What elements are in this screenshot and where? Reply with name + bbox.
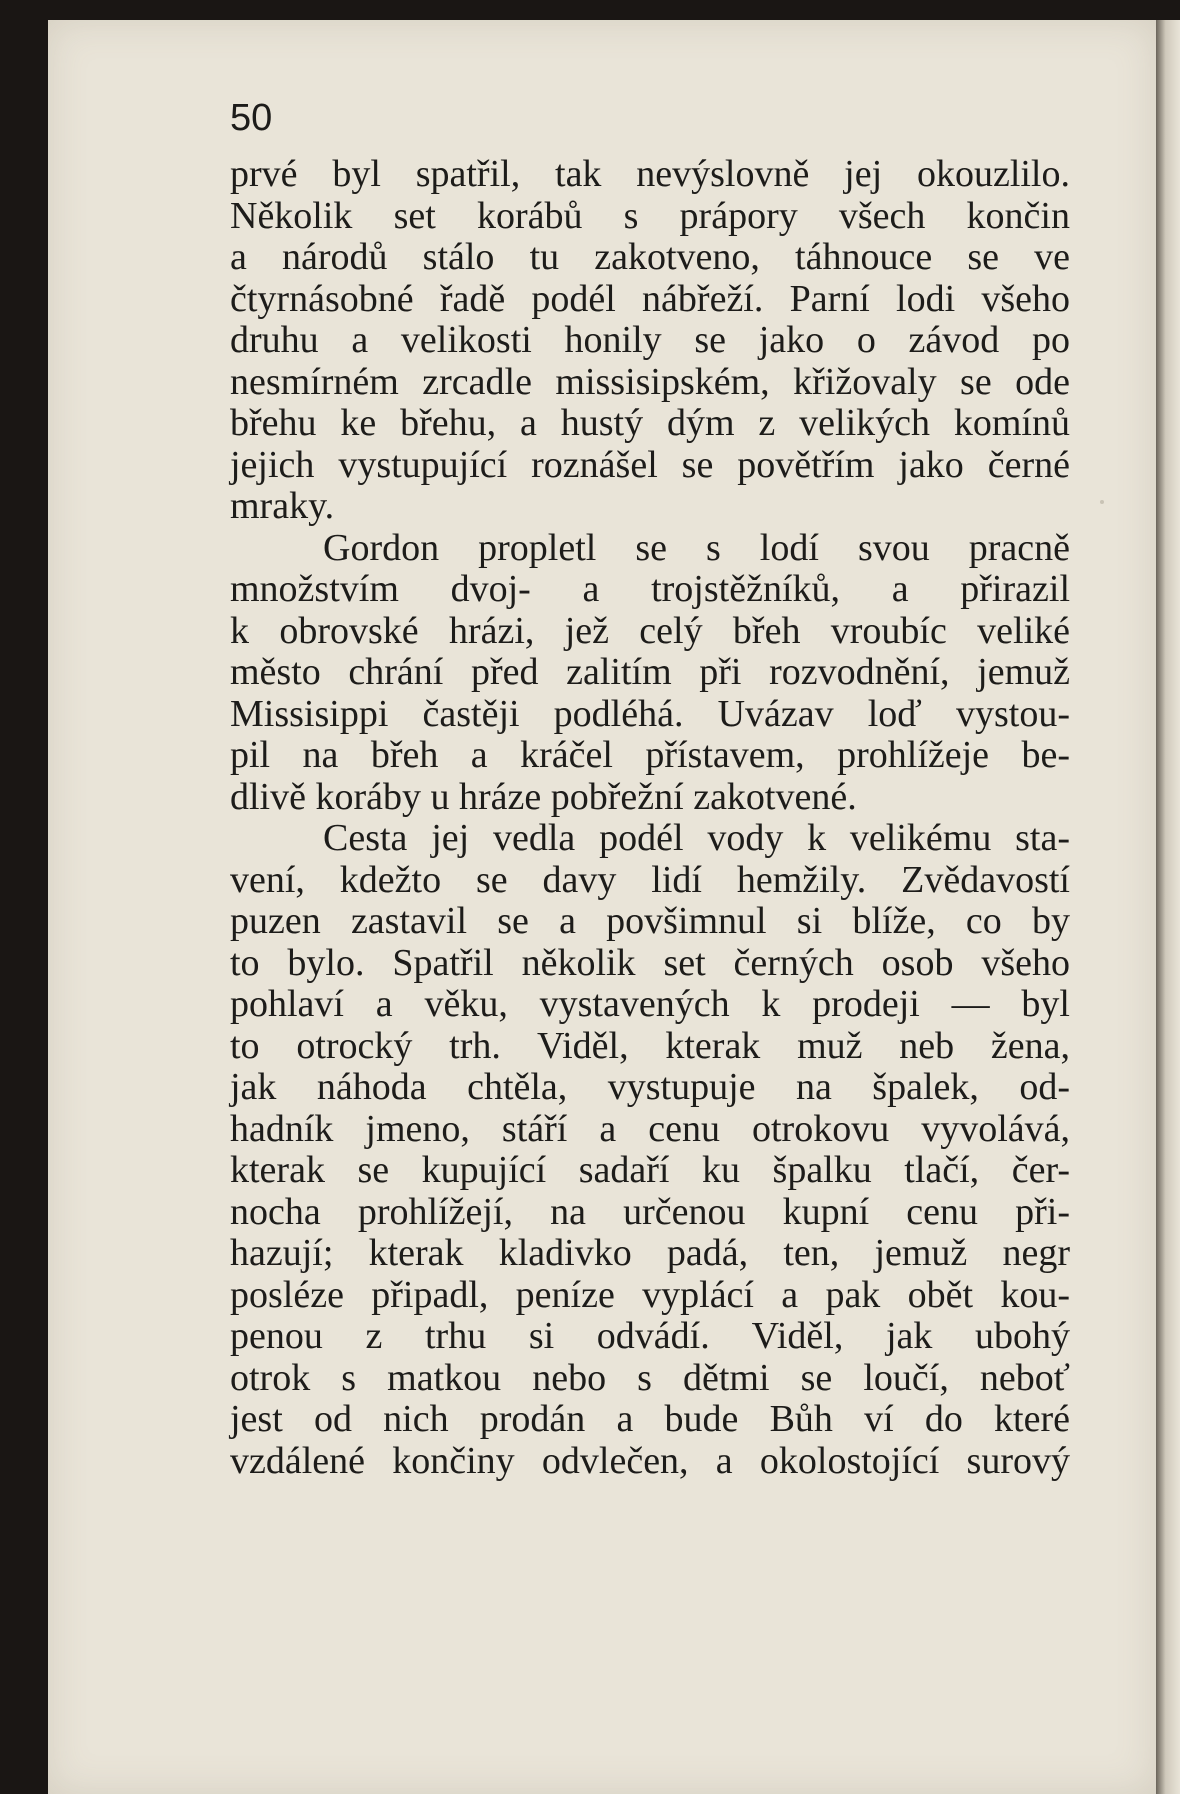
text-line: město chrání před zalitím při rozvodnění, jemuž bbox=[230, 651, 1070, 693]
text-line: hazují; kterak kladivko padá, ten, jemuž negr bbox=[230, 1232, 1070, 1274]
text-line: nocha prohlížejí, na určenou kupní cenu při- bbox=[230, 1190, 1070, 1233]
text-block bbox=[230, 96, 1070, 1482]
paragraph-first-line: Gordon propletl se s lodí svou pracně bbox=[323, 526, 1070, 569]
text-line: to otrocký trh. Viděl, kterak muž neb žena, bbox=[230, 1024, 1070, 1067]
text-line: vzdálené končiny odvlečen, a okolostojící surový bbox=[230, 1439, 1070, 1482]
text-line: posléze připadl, peníze vyplácí a pak obět kou- bbox=[230, 1273, 1070, 1316]
text-line: pohlaví a věku, vystavených k prodeji — byl bbox=[230, 983, 1070, 1025]
text-line: a národů stálo tu zakotveno, táhnouce se ve bbox=[230, 236, 1070, 278]
text-line: jejich vystupující roznášel se povětřím jako černé bbox=[230, 443, 1070, 486]
text-line: Missisippi častěji podléhá. Uvázav loď vystou- bbox=[230, 692, 1070, 735]
page-edge bbox=[1156, 20, 1180, 1794]
paper-speck bbox=[1100, 500, 1104, 504]
text-line: hadník jmeno, stáří a cenu otrokovu vyvolává, bbox=[230, 1107, 1070, 1150]
text-line: druhu a velikosti honily se jako o závod po bbox=[230, 319, 1070, 361]
text-line: čtyrnásobné řadě podél nábřeží. Parní lodi všeho bbox=[230, 277, 1070, 320]
text-line: prvé byl spatřil, tak nevýslovně jej okouzlilo. bbox=[230, 153, 1070, 195]
text-line: jest od nich prodán a bude Bůh ví do které bbox=[230, 1398, 1070, 1440]
paragraph-first-line: Cesta jej vedla podél vody k velikému sta- bbox=[323, 817, 1070, 859]
text-line: břehu ke břehu, a hustý dým z velikých komínů bbox=[230, 402, 1070, 444]
text-line: množstvím dvoj- a trojstěžníků, a přirazil bbox=[230, 568, 1070, 610]
text-line: pil na břeh a kráčel přístavem, prohlížeje be- bbox=[230, 734, 1070, 776]
text-line: vení, kdežto se davy lidí hemžily. Zvědavostí bbox=[230, 858, 1070, 901]
text-line: jak náhoda chtěla, vystupuje na špalek, od- bbox=[230, 1066, 1070, 1108]
text-line: kterak se kupující sadaří ku špalku tlačí, čer- bbox=[230, 1149, 1070, 1191]
text-line: puzen zastavil se a povšimnul si blíže, co by bbox=[230, 900, 1070, 942]
page-number: 50 bbox=[230, 97, 273, 139]
text-line: k obrovské hrázi, jež celý břeh vroubíc veliké bbox=[230, 609, 1070, 652]
text-line: nesmírném zrcadle missisipském, křižovaly se ode bbox=[230, 360, 1070, 403]
text-line: Několik set korábů s prápory všech končin bbox=[230, 194, 1070, 237]
text-line: dlivě koráby u hráze pobřežní zakotvené. bbox=[230, 775, 857, 818]
text-line: mraky. bbox=[230, 485, 335, 527]
text-line: penou z trhu si odvádí. Viděl, jak ubohý bbox=[230, 1315, 1070, 1357]
text-line: to bylo. Spatřil několik set černých osob všeho bbox=[230, 941, 1070, 984]
text-line: otrok s matkou nebo s dětmi se loučí, neboť bbox=[230, 1356, 1070, 1399]
